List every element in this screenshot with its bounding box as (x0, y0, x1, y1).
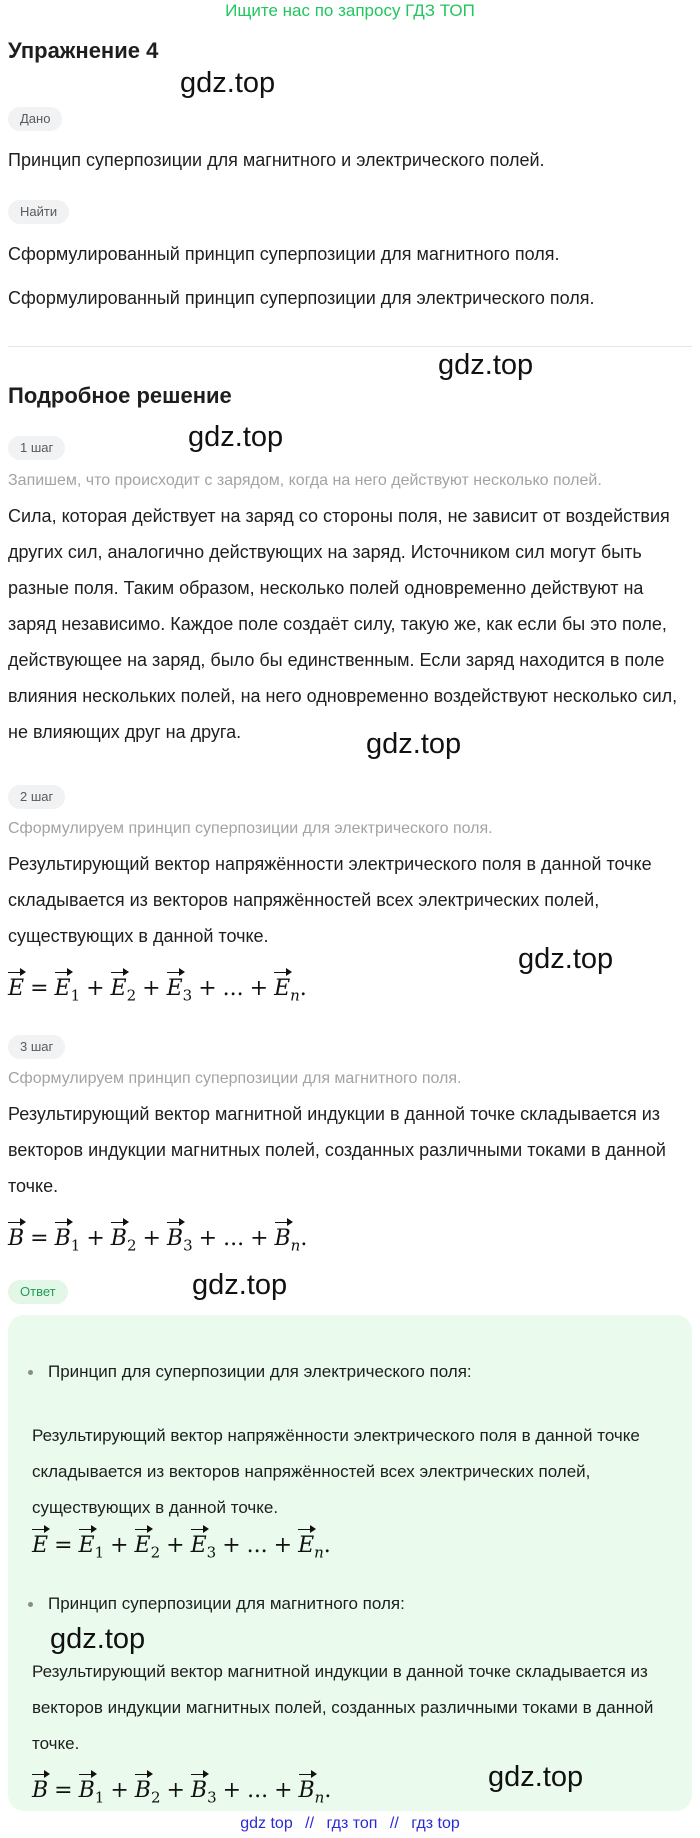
watermark: gdz.top (180, 67, 276, 99)
answer-magnetic-formula: $B = B_1 + B_2 + B_3$ + ... + $B_n$. (32, 1770, 331, 1812)
footer-link[interactable]: гдз top (411, 1815, 460, 1832)
footer-links (0, 1812, 700, 1836)
answer-bullet: Принцип для суперпозиции для электрического поля: (48, 1360, 472, 1384)
watermark: gdz.top (488, 1761, 584, 1793)
step-text: Результирующий вектор магнитной индукции в данной точке складывается из векторов индукции магнитных полей, созданных различными токами в данной точке. (8, 1104, 666, 1196)
step-label: 3 шаг (8, 1035, 65, 1059)
watermark: gdz.top (438, 349, 534, 381)
answer-electric-formula: $E = E_1 + E_2 + E_3$ + ... + $E_n$. (32, 1525, 331, 1567)
footer-separator: // (305, 1815, 315, 1832)
find-label: Найти (8, 200, 69, 224)
footer-link[interactable]: gdz top (240, 1815, 293, 1832)
step-hint: Сформулируем принцип суперпозиции для магнитного поля. (8, 1070, 462, 1087)
answer-text: Результирующий вектор напряжённости электрического поля в данной точке складывается из векторов напряжённостей всех электрических полей, существующих в данной точке. (32, 1426, 640, 1517)
find-item: Сформулированный принцип суперпозиции для электрического поля. (8, 288, 595, 308)
watermark: gdz.top (366, 728, 462, 760)
footer-separator: // (389, 1815, 399, 1832)
answer-label: Ответ (8, 1280, 68, 1304)
watermark: gdz.top (518, 943, 614, 975)
footer-link[interactable]: гдз топ (326, 1815, 378, 1832)
answer-text: Результирующий вектор магнитной индукции в данной точке складывается из векторов индукции магнитных полей, созданных различными токами в данной точке. (32, 1662, 654, 1753)
watermark: gdz.top (50, 1623, 146, 1655)
electric-superposition-formula: $E = E_1 + E_2 + E_3$ + ... + $E_n$. (8, 968, 307, 1010)
given-label: Дано (8, 107, 62, 131)
find-item: Сформулированный принцип суперпозиции для магнитного поля. (8, 244, 560, 264)
top-banner: Ищите нас по запросу ГДЗ ТОП (225, 1, 475, 20)
solution-title: Подробное решение (8, 383, 232, 408)
exercise-title: Упражнение 4 (8, 38, 159, 63)
given-text: Принцип суперпозиции для магнитного и электрического полей. (8, 150, 545, 170)
answer-bullet: Принцип суперпозиции для магнитного поля: (48, 1592, 405, 1616)
watermark: gdz.top (192, 1269, 288, 1301)
watermark: gdz.top (188, 421, 284, 453)
step-label: 2 шаг (8, 785, 65, 809)
step-label: 1 шаг (8, 436, 65, 460)
divider (8, 346, 692, 347)
magnetic-superposition-formula: $B = B_1 + B_2 + B_3$ + ... + $B_n$. (8, 1218, 307, 1260)
step-hint: Сформулируем принцип суперпозиции для электрического поля. (8, 820, 493, 837)
step-text: Результирующий вектор напряжённости электрического поля в данной точке складывается из векторов напряжённостей всех электрических полей, существующих в данной точке. (8, 854, 652, 946)
step-hint: Запишем, что происходит с зарядом, когда на него действуют несколько полей. (8, 472, 602, 489)
step-text: Сила, которая действует на заряд со стороны поля, не зависит от воздействия других сил, аналогично действующих на заряд. Источником сил могут быть разные поля. Таким образом, несколько полей одновременно действуют на заряд независимо. Каждое поле создаёт силу, такую же, как если бы это поле, действующее на заряд, было бы единственным. Если заряд находится в поле влияния нескольких полей, на него одновременно воздействуют несколько сил, не влияющих друг на друга. (8, 506, 678, 742)
